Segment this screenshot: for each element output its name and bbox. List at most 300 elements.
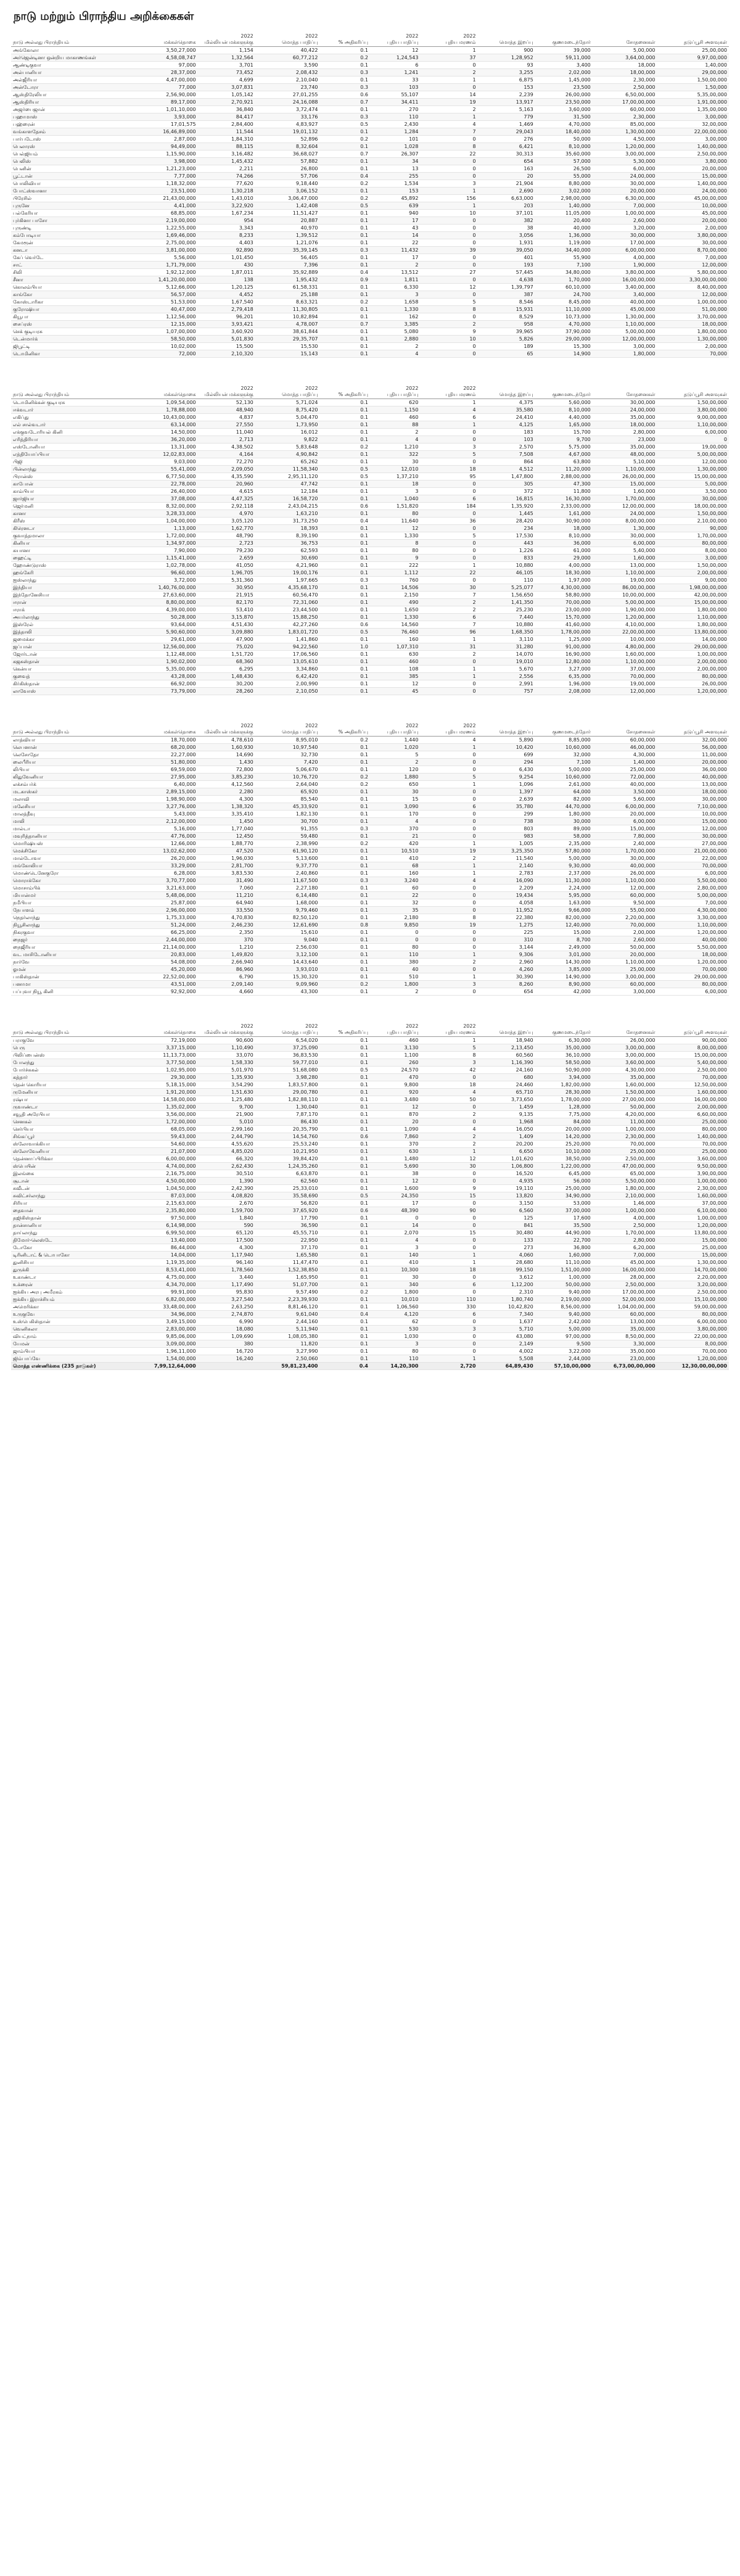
country-name: சூடான் (11, 1178, 133, 1185)
table-cell: 1,80,00,000 (593, 1185, 657, 1192)
table-cell: 52,130 (198, 399, 255, 407)
table-cell: 7,75,000 (535, 1111, 593, 1118)
table-cell: 0.2 (320, 299, 370, 306)
country-name: மெக்சிகோ (11, 848, 133, 855)
table-cell: 1,30,00,000 (657, 1259, 729, 1266)
table-cell: 20,00,000 (657, 759, 729, 766)
table-cell: 36,840 (198, 106, 255, 114)
country-name: சாட் (11, 262, 133, 269)
table-row (11, 1178, 729, 1185)
table-cell: 50 (420, 1096, 477, 1104)
table-cell: 10,10,000 (535, 1148, 593, 1155)
table-cell: 8,32,604 (255, 143, 320, 151)
table-cell: 4,41,000 (133, 202, 198, 210)
table-cell: 5 (420, 1044, 477, 1052)
table-cell: 27,00,00,000 (593, 1096, 657, 1104)
table-cell: 958 (478, 321, 535, 328)
table-cell: 3,83,530 (198, 870, 255, 877)
table-cell: 60,00,000 (593, 106, 657, 114)
column-header: நாடு அல்லது பிராந்தியம் (11, 1023, 133, 1037)
table-cell: 1,51,00,000 (535, 1266, 593, 1274)
column-header: 2022 புதிய பாதிப்பு (370, 33, 420, 47)
table-cell: 1,00,00,000 (657, 651, 729, 658)
table-cell: 108 (370, 666, 420, 673)
table-cell: 9 (420, 328, 477, 336)
data-table (11, 722, 729, 996)
table-cell: 1,04,50,000 (133, 1185, 198, 1192)
table-cell: 1,440 (370, 737, 420, 744)
table-cell: 2,60,000 (593, 936, 657, 944)
table-cell: 4 (420, 877, 477, 885)
table-cell: 10,43,00,000 (133, 414, 198, 421)
table-cell: 5,80,00,000 (657, 269, 729, 276)
table-cell: 3,30,00,00,000 (657, 276, 729, 284)
table-cell: 110 (370, 951, 420, 959)
table-cell: 1,10,00,000 (657, 421, 729, 429)
table-cell: 30,00,000 (657, 239, 729, 247)
table-cell: 156 (420, 195, 477, 202)
table-cell: 42,000 (535, 988, 593, 996)
table-cell: 50,000 (535, 136, 593, 143)
table-cell: 9,822 (255, 436, 320, 444)
country-name: லாத்வியா (11, 737, 133, 744)
table-cell: 1,52,38,850 (255, 1266, 320, 1274)
table-cell: 3,21,63,000 (133, 885, 198, 892)
table-cell: 1,30,00,000 (593, 128, 657, 136)
table-cell: 1,00,00,000 (657, 1178, 729, 1185)
column-header: % அதிகரிப்பு (320, 722, 370, 737)
column-header: 2022 மில்லியன் மக்களுக்கு (198, 1023, 255, 1037)
table-cell: 40,970 (255, 225, 320, 232)
table-cell: 1 (420, 636, 477, 643)
table-cell: 2,27,180 (255, 885, 320, 892)
table-row (11, 1207, 729, 1215)
table-cell: 3,80,000 (657, 158, 729, 165)
table-cell: 1,41,20,00,000 (133, 276, 198, 284)
table-cell: 1,20,00,000 (593, 614, 657, 621)
table-cell: 6,00,000 (593, 540, 657, 547)
table-cell: 4,00,000 (593, 254, 657, 262)
table-cell: 34,40,000 (535, 247, 593, 254)
table-cell: 5 (420, 299, 477, 306)
table-cell: 1,51,820 (370, 503, 420, 510)
table-row (11, 855, 729, 862)
table-cell: 1,284 (370, 128, 420, 136)
table-cell: 2,310 (478, 1289, 535, 1296)
table-cell: 0.8 (320, 922, 370, 929)
table-cell: 8,81,46,120 (255, 1303, 320, 1311)
table-cell: 36,800 (535, 1244, 593, 1252)
table-cell: 1,15,41,000 (133, 555, 198, 562)
country-name: சுவிட்சர்லாந்து (11, 1192, 133, 1200)
table-cell: 18,00,000 (657, 951, 729, 959)
table-cell: 0.3 (320, 247, 370, 254)
table-cell: 2,98,00,000 (535, 195, 593, 202)
table-cell: 5,16,000 (133, 825, 198, 833)
table-cell: 13,40,000 (133, 1237, 198, 1244)
table-cell: 22,27,000 (133, 751, 198, 759)
table-cell: 5,508 (478, 1355, 535, 1363)
table-cell: 0.1 (320, 47, 370, 54)
table-cell: 0.2 (320, 54, 370, 62)
table-cell: 4,47,00,000 (133, 76, 198, 84)
table-row (11, 525, 729, 532)
country-name: பெனின் (11, 165, 133, 173)
table-cell: 18,40,000 (535, 128, 593, 136)
table-cell: 0 (420, 1104, 477, 1111)
table-cell: 0.1 (320, 414, 370, 421)
table-cell: 19 (420, 848, 477, 855)
table-cell: 370 (370, 825, 420, 833)
table-cell: 59,00,00,000 (657, 1303, 729, 1311)
table-cell: 1 (420, 973, 477, 981)
table-cell: 0.1 (320, 399, 370, 407)
table-cell: 70,00,000 (535, 599, 593, 606)
table-row (11, 1266, 729, 1274)
table-cell: 73,79,000 (133, 688, 198, 695)
table-cell: 20,00,000 (535, 1126, 593, 1133)
table-cell: 4,34,70,000 (133, 1281, 198, 1289)
table-cell: 4,85,020 (198, 1148, 255, 1155)
table-cell: 460 (370, 414, 420, 421)
table-cell: 12 (370, 680, 420, 688)
table-cell: 65,710 (478, 1089, 535, 1096)
table-cell: 0.1 (320, 680, 370, 688)
table-cell: 26,00,000 (593, 1037, 657, 1044)
country-name: ஹங்கேரி (11, 569, 133, 577)
table-cell: 1,48,430 (198, 673, 255, 680)
table-cell: 2,20,00,000 (593, 914, 657, 922)
table-cell: 88,115 (198, 143, 255, 151)
country-name: பிஜி (11, 458, 133, 466)
table-cell: 0.5 (320, 121, 370, 128)
table-cell: 1,50,00,000 (657, 76, 729, 84)
table-cell: 30,200 (198, 680, 255, 688)
country-name: ஐஸ்லாந்து (11, 577, 133, 584)
table-cell: 5,13,600 (255, 855, 320, 862)
table-cell: 460 (370, 1037, 420, 1044)
table-cell: 3,64,00,000 (593, 54, 657, 62)
table-cell: 3,00,00,000 (593, 1052, 657, 1059)
country-name: பாகிஸ்தான் (11, 973, 133, 981)
table-cell: 6 (420, 1311, 477, 1318)
table-cell: 4,78,610 (198, 737, 255, 744)
table-cell: 3,240 (370, 877, 420, 885)
table-cell: 14,90,000 (535, 973, 593, 981)
table-cell: 33,070 (198, 1052, 255, 1059)
table-cell: 47,742 (255, 481, 320, 488)
table-cell: 27 (420, 269, 477, 276)
table-cell: 7,420 (255, 759, 320, 766)
table-cell: 99,91,000 (133, 1289, 198, 1296)
table-cell: 1,20,125 (198, 284, 255, 291)
table-cell: 6,00,00,000 (657, 1318, 729, 1326)
table-cell: 2,639 (478, 796, 535, 803)
table-cell: 12 (420, 1155, 477, 1163)
table-cell: 0 (420, 929, 477, 936)
table-row (11, 877, 729, 885)
table-cell: 803 (478, 825, 535, 833)
table-cell: 4 (420, 737, 477, 744)
table-cell: 8,80,000 (535, 180, 593, 188)
table-cell: 6 (420, 495, 477, 503)
table-cell: 40,000 (535, 225, 593, 232)
country-name: துருக்கி (11, 1266, 133, 1274)
table-cell: 1,450 (198, 818, 255, 825)
country-name: கிரெனடா (11, 525, 133, 532)
table-cell: 2,80,00,000 (657, 885, 729, 892)
table-cell: 1,43,010 (198, 195, 255, 202)
table-cell: 0 (420, 254, 477, 262)
table-cell: 6,330 (370, 284, 420, 291)
table-cell: 45,00,000 (593, 1259, 657, 1266)
table-cell: 4,80,00,000 (593, 643, 657, 651)
table-cell: 15,00,000 (657, 173, 729, 180)
table-cell: 0.1 (320, 1326, 370, 1333)
table-cell: 97,50,000 (133, 1215, 198, 1222)
table-cell: 24,410 (478, 414, 535, 421)
table-cell: 36,00,000 (657, 766, 729, 774)
table-cell: 37,00,000 (593, 666, 657, 673)
table-cell: 37,08,000 (133, 495, 198, 503)
table-cell: 2,46,230 (198, 922, 255, 929)
table-cell: 0 (420, 1222, 477, 1229)
table-cell: 2,209 (478, 885, 535, 892)
table-cell: 9,61,040 (255, 1311, 320, 1318)
country-name: எகிப்து (11, 414, 133, 421)
table-row (11, 914, 729, 922)
table-cell: 16,240 (198, 1355, 255, 1363)
table-cell: 0 (420, 680, 477, 688)
table-cell: 0.6 (320, 1133, 370, 1141)
table-cell: 760 (370, 577, 420, 584)
table-cell: 16,090 (478, 877, 535, 885)
table-cell: 2,44,000 (535, 1355, 593, 1363)
table-cell: 12,00,000 (593, 688, 657, 695)
country-name: பஹாமாஸ் (11, 114, 133, 121)
table-cell: 13,00,000 (593, 562, 657, 569)
country-name: ஈராக் (11, 606, 133, 614)
table-cell: 1,09,54,000 (133, 399, 198, 407)
table-cell: 26,00,000 (593, 870, 657, 877)
table-cell: 255 (370, 173, 420, 180)
table-cell: 28,37,000 (133, 69, 198, 76)
table-cell: 0.1 (320, 833, 370, 840)
table-cell: 1,00,000 (535, 1274, 593, 1281)
table-row (11, 54, 729, 62)
table-cell: 650 (370, 781, 420, 788)
table-cell: 72,00,000 (593, 774, 657, 781)
table-cell: 12 (370, 525, 420, 532)
table-row (11, 1163, 729, 1170)
country-name: பின்லாந்து (11, 466, 133, 473)
country-name: மங்கோலியா (11, 862, 133, 870)
table-row (11, 121, 729, 128)
table-cell: 5,90,60,000 (133, 629, 198, 636)
table-cell: 18,080 (198, 1326, 255, 1333)
table-cell: 12,50,00,000 (657, 1081, 729, 1089)
table-cell: 2,713 (198, 436, 255, 444)
table-cell: 15,530 (255, 343, 320, 350)
table-cell: 0 (420, 1318, 477, 1326)
table-row (11, 1215, 729, 1222)
table-cell: 1,92,12,000 (133, 269, 198, 276)
table-cell: 0.1 (320, 899, 370, 907)
table-cell: 3,28,33,000 (133, 510, 198, 518)
table-cell: 1,51,630 (198, 1089, 255, 1096)
table-cell: 1,20,00,000 (593, 143, 657, 151)
table-cell: 2,149 (478, 1340, 535, 1348)
table-cell: 70,00,000 (657, 1074, 729, 1081)
table-cell: 29,000 (535, 555, 593, 562)
table-cell: 2,723 (198, 540, 255, 547)
table-cell: 1,35,920 (478, 503, 535, 510)
table-cell: 12,00,000 (657, 291, 729, 299)
table-cell: 0 (420, 907, 477, 914)
table-cell: 1,880 (370, 774, 420, 781)
table-row (11, 788, 729, 796)
table-cell: 9,040 (255, 936, 320, 944)
table-cell: 35,60,000 (535, 151, 593, 158)
table-cell: 1,67,540 (198, 299, 255, 306)
table-cell: 1,98,00,00,000 (657, 584, 729, 592)
table-cell: 51,24,000 (133, 922, 198, 929)
table-cell: 3,06,152 (255, 188, 320, 195)
table-row (11, 1133, 729, 1141)
table-cell: 5,48,06,000 (133, 892, 198, 899)
table-row (11, 929, 729, 936)
table-cell: 0.1 (320, 1037, 370, 1044)
table-cell: 58,000 (535, 833, 593, 840)
table-cell: 30 (370, 458, 420, 466)
table-row (11, 321, 729, 328)
table-cell: 12 (370, 1178, 420, 1185)
table-cell: 3,85,000 (535, 966, 593, 973)
table-cell: 21,14,00,000 (133, 944, 198, 951)
table-cell: 3,80,00,000 (593, 269, 657, 276)
table-cell: 45,20,000 (133, 966, 198, 973)
table-cell: 0.1 (320, 1229, 370, 1237)
table-cell: 0.1 (320, 106, 370, 114)
table-cell: 10,97,540 (255, 744, 320, 751)
country-name: மாலி (11, 818, 133, 825)
table-cell: 0.1 (320, 343, 370, 350)
table-cell: 9,85,06,000 (133, 1333, 198, 1340)
table-cell: 510 (370, 973, 420, 981)
table-row (11, 262, 729, 269)
country-name: ஈக்வடார் (11, 407, 133, 414)
table-cell: 16,30,000 (535, 495, 593, 503)
table-row (11, 614, 729, 621)
table-cell: 6,63,870 (255, 1170, 320, 1178)
table-cell: 1,65,580 (255, 1252, 320, 1259)
table-cell: 0.1 (320, 885, 370, 892)
table-cell: 1,41,860 (255, 636, 320, 643)
table-cell: 58,50,000 (133, 336, 198, 343)
table-cell: 1,96,11,000 (133, 1348, 198, 1355)
table-cell: 1,600 (370, 1185, 420, 1192)
table-cell: 2,50,000 (593, 84, 657, 91)
table-cell: 85,540 (255, 796, 320, 803)
table-cell: 74,266 (198, 173, 255, 180)
table-cell: 0 (420, 225, 477, 232)
table-cell: 1,210 (370, 444, 420, 451)
table-cell: 1,45,000 (535, 76, 593, 84)
table-cell: 4,512 (478, 466, 535, 473)
table-cell: 5,00,000 (535, 855, 593, 862)
table-cell: 4,00,000 (535, 562, 593, 569)
table-cell: 5 (420, 451, 477, 458)
table-cell: 40,00,000 (593, 781, 657, 788)
table-cell: 0 (420, 818, 477, 825)
table-cell: 3 (370, 488, 420, 495)
table-cell: 1,096 (478, 781, 535, 788)
country-name: எஸ்டோனியா (11, 444, 133, 451)
table-cell: 1,21,076 (255, 239, 320, 247)
table-cell: 15,30,320 (255, 973, 320, 981)
country-name: பெலிஸ் (11, 158, 133, 165)
table-cell: 6,00,000 (593, 818, 657, 825)
table-cell: 23,500 (535, 84, 593, 91)
table-cell: 1,01,10,000 (133, 106, 198, 114)
table-cell: 1,97,000 (535, 577, 593, 584)
country-name: டென்மார்க் (11, 336, 133, 343)
table-cell: 2,62,430 (198, 1163, 255, 1170)
table-cell: 47,900 (198, 636, 255, 643)
table-cell: 8,90,000 (535, 981, 593, 988)
table-cell: 0.1 (320, 966, 370, 973)
table-cell: 3,93,010 (255, 966, 320, 973)
table-cell: 2,30,00,000 (657, 1185, 729, 1192)
table-cell: 0 (420, 1348, 477, 1355)
table-cell: 2,38,990 (255, 840, 320, 848)
country-name: மியான்மர் (11, 892, 133, 899)
table-cell: 95,830 (198, 1289, 255, 1296)
country-name: பராகுவே (11, 1037, 133, 1044)
table-cell: 28,00,000 (593, 1274, 657, 1281)
country-name: எரித்திரியா (11, 436, 133, 444)
table-cell: 16,00,00,000 (593, 1266, 657, 1274)
column-header: மொத்த இறப்பு (478, 1023, 535, 1037)
table-cell: 4,300 (198, 796, 255, 803)
table-cell: 0.1 (320, 936, 370, 944)
table-cell: 72,270 (198, 458, 255, 466)
table-cell: 15,70,000 (535, 614, 593, 621)
table-cell: 25,00,000 (593, 766, 657, 774)
table-cell: 833 (478, 555, 535, 562)
table-cell: 3,110 (478, 636, 535, 643)
country-name: குரோஷியா (11, 306, 133, 313)
table-cell: 30,00,000 (593, 855, 657, 862)
table-cell: 460 (370, 658, 420, 666)
table-cell: 2,43,04,215 (255, 503, 320, 510)
table-cell: 0.2 (320, 737, 370, 744)
table-row (11, 1200, 729, 1207)
table-cell: 1,95,432 (255, 276, 320, 284)
table-cell: 1,41,350 (478, 599, 535, 606)
table-cell: 20,00,000 (657, 217, 729, 225)
table-cell: 4,35,590 (198, 473, 255, 481)
table-cell: 1,78,560 (198, 1266, 255, 1274)
table-cell: 3,612 (478, 1274, 535, 1281)
table-cell: 29,00,00,000 (657, 973, 729, 981)
table-cell: 3,27,540 (198, 1296, 255, 1303)
table-cell: 0.3 (320, 69, 370, 76)
column-header: குணமடைந்தோர் (535, 33, 593, 47)
table-cell: 1,60,00,000 (657, 1089, 729, 1096)
table-cell: 4,35,68,170 (255, 584, 320, 592)
table-cell: 270 (370, 106, 420, 114)
